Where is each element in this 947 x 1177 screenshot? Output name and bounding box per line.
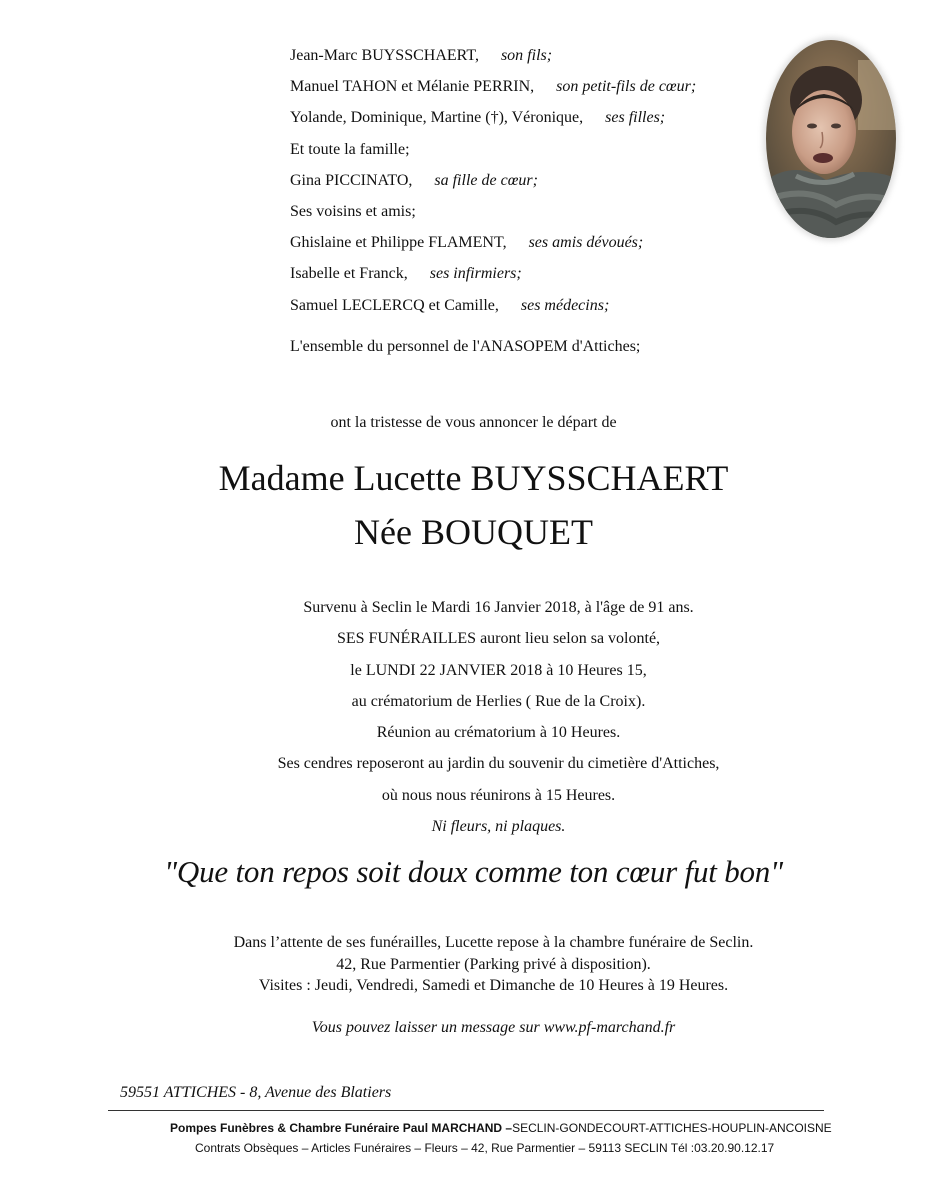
footer-divider bbox=[108, 1110, 824, 1111]
staff-line: L'ensemble du personnel de l'ANASOPEM d'Attiches; bbox=[290, 337, 641, 355]
family-member-role: sa fille de cœur; bbox=[434, 171, 538, 189]
footer-company-line bbox=[170, 1120, 832, 1136]
footer-locations: SECLIN-GONDECOURT-ATTICHES-HOUPLIN-ANCOISNE bbox=[512, 1121, 832, 1135]
family-line bbox=[290, 294, 760, 325]
portrait-photo bbox=[766, 40, 896, 238]
detail-line: SES FUNÉRAILLES auront lieu selon sa volonté, bbox=[336, 630, 661, 648]
family-member-name: Isabelle et Franck, bbox=[290, 265, 408, 283]
no-flowers-note: Ni fleurs, ni plaques. bbox=[431, 818, 566, 836]
family-line bbox=[290, 231, 760, 262]
memorial-quote: "Que ton repos soit doux comme ton cœur fut bon" bbox=[164, 854, 783, 889]
family-member-role: ses infirmiers; bbox=[429, 265, 522, 283]
family-member-name: Et toute la famille; bbox=[290, 140, 410, 158]
funeral-details bbox=[0, 596, 947, 846]
visit-info-line: Visites : Jeudi, Vendredi, Samedi et Dimanche de 10 Heures à 19 Heures. bbox=[258, 977, 729, 994]
family-member-role: ses filles; bbox=[605, 109, 666, 127]
detail-line: Survenu à Seclin le Mardi 16 Janvier 2018, à l'âge de 91 ans. bbox=[303, 599, 694, 616]
address: 59551 ATTICHES - 8, Avenue des Blatiers bbox=[120, 1084, 392, 1101]
family-member-name: Ses voisins et amis; bbox=[290, 202, 416, 220]
deceased-name: Madame Lucette BUYSSCHAERT bbox=[218, 458, 729, 498]
family-line bbox=[290, 106, 760, 137]
detail-line: où nous nous réunirons à 15 Heures. bbox=[381, 786, 616, 804]
family-list bbox=[290, 44, 760, 366]
detail-line: Réunion au crématorium à 10 Heures. bbox=[376, 724, 621, 742]
detail-line: le LUNDI 22 JANVIER 2018 à 10 Heures 15, bbox=[350, 661, 647, 679]
family-member-role: ses amis dévoués; bbox=[528, 234, 644, 252]
family-member-role: ses médecins; bbox=[520, 296, 610, 314]
family-member-name: Yolande, Dominique, Martine (†), Véronique, bbox=[290, 109, 584, 127]
family-member-role: son fils; bbox=[500, 47, 553, 64]
family-member-name: Jean-Marc BUYSSCHAERT, bbox=[290, 47, 479, 64]
family-member-name: Ghislaine et Philippe FLAMENT, bbox=[290, 234, 507, 252]
maiden-name: Née BOUQUET bbox=[354, 512, 593, 552]
family-member-role: son petit-fils de cœur; bbox=[556, 78, 697, 96]
footer-services-line: Contrats Obsèques – Articles Funéraires – Fleurs – 42, Rue Parmentier – 59113 SECLIN Tél :03.20.90.12.17 bbox=[195, 1141, 775, 1155]
family-member-name: Manuel TAHON et Mélanie PERRIN, bbox=[290, 78, 535, 96]
family-line bbox=[290, 262, 760, 293]
visit-info-line: Dans l’attente de ses funérailles, Lucette repose à la chambre funéraire de Seclin. bbox=[233, 934, 754, 951]
family-member-name: Gina PICCINATO, bbox=[290, 171, 413, 189]
family-line bbox=[290, 200, 760, 231]
family-line bbox=[290, 44, 760, 75]
family-line bbox=[290, 169, 760, 200]
announcement-text: ont la tristesse de vous annoncer le départ de bbox=[330, 414, 617, 431]
footer-company-name: Pompes Funèbres & Chambre Funéraire Paul MARCHAND – bbox=[170, 1121, 513, 1135]
detail-line: Ses cendres reposeront au jardin du souvenir du cimetière d'Attiches, bbox=[277, 755, 720, 773]
visit-info bbox=[0, 932, 947, 997]
visit-info-line: 42, Rue Parmentier (Parking privé à disposition). bbox=[336, 955, 651, 973]
family-line bbox=[290, 75, 760, 106]
family-member-name: Samuel LECLERCQ et Camille, bbox=[290, 296, 499, 314]
detail-line: au crématorium de Herlies ( Rue de la Croix). bbox=[351, 692, 646, 710]
family-line bbox=[290, 138, 760, 169]
message-website-note: Vous pouvez laisser un message sur www.pf-marchand.fr bbox=[311, 1019, 676, 1036]
